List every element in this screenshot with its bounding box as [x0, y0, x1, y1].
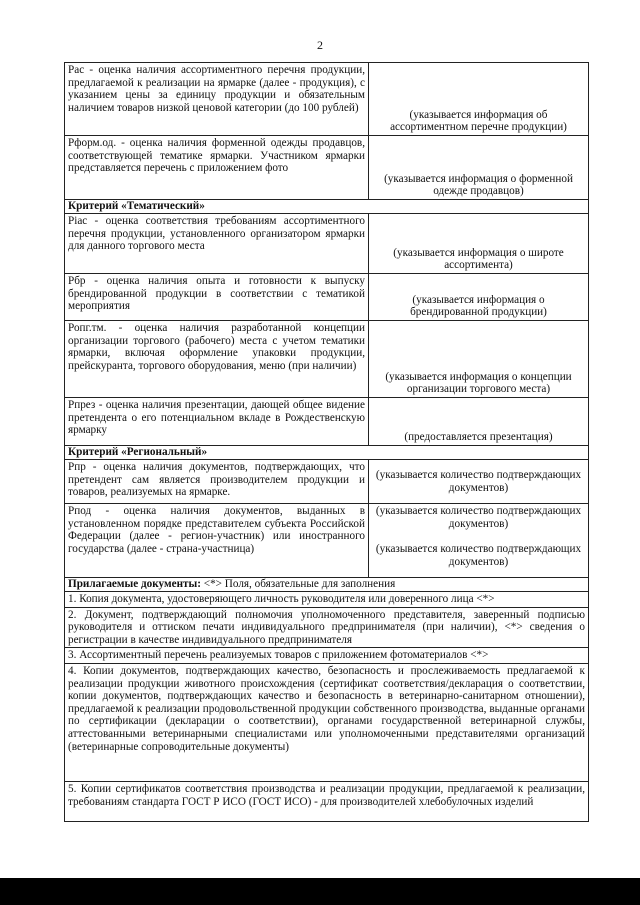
section-heading-regional: Критерий «Региональный»: [65, 446, 589, 460]
criterion-input-hint: (предоставляется презентация): [369, 398, 589, 446]
criterion-description: Pіас - оценка соответствия требованиям ассортиментного перечня продукции, установленного организатором ярмарки для данного торгового места: [65, 214, 369, 274]
criterion-input-hint: (указывается информация об ассортиментном перечне продукции): [369, 63, 589, 136]
criterion-input-hint: (указывается количество подтверждающих документов): [375, 505, 582, 530]
scan-bottom-edge: [0, 878, 640, 905]
criterion-description: Рпрез - оценка наличия презентации, дающей общее видение претендента о его потенциальном вкладе в Рождественскую ярмарку: [65, 398, 369, 446]
criterion-input-hint: (указывается информация о широте ассортимента): [369, 214, 589, 274]
section-row: [65, 200, 589, 214]
criterion-input-hint: (указывается информация о концепции организации торгового места): [369, 321, 589, 398]
attachment-row: [65, 781, 589, 821]
attachment-row: [65, 592, 589, 608]
attachment-item: 4. Копии документов, подтверждающих качество, безопасность и прослеживаемость предлагаемой к реализации продукции животного происхождения (сертификат соответствия/декларация о соответствии, копии документов, подтверждающих качество и безопасность в ветеринарно-санитарном отношении), предлагаемой к реализации продовольственной продукции собственного производства, выданные органами по сертификации (декларации о соответствии), органами государственной ветеринарной службы, аттестованными ветеринарными специалистами или уполномоченными представителями организаций (ветеринарные сопроводительные документы): [65, 663, 589, 781]
attachments-heading: [65, 578, 589, 592]
attachment-item: 2. Документ, подтверждающий полномочия уполномоченного представителя, заверенный подписью руководителя и оттиском печати индивидуального предпринимателя (при наличии), <*> сведения о регистрации в качестве индивидуального предпринимателя: [65, 607, 589, 648]
criterion-description: Рас - оценка наличия ассортиментного перечня продукции, предлагаемой к реализации на ярмарке (далее - продукция), с указанием цены за единицу продукции и обязательным наличием товаров низкой ценовой категории (до 100 рублей): [65, 63, 369, 136]
criterion-description: Рформ.од. - оценка наличия форменной одежды продавцов, соответствующей тематике ярмарки. Участником ярмарки представляется перечень с приложением фото: [65, 136, 369, 200]
attachment-item: 5. Копии сертификатов соответствия производства и реализации продукции, предлагаемой к реализации, требованиям стандарта ГОСТ Р ИСО (ГОСТ ИСО) - для производителей хлебобулочных изделий: [65, 781, 589, 821]
attachments-heading-note: <*> Поля, обязательные для заполнения: [200, 578, 396, 590]
table-row: [65, 460, 589, 504]
table-row: [65, 63, 589, 136]
criterion-description: Рбр - оценка наличия опыта и готовности к выпуску брендированной продукции в соответствии с тематикой мероприятия: [65, 274, 369, 321]
criterion-input-hint: (указывается информация о форменной одежде продавцов): [369, 136, 589, 200]
table-row: [65, 321, 589, 398]
criterion-description: Рпод - оценка наличия документов, выданных в установленном порядке представителем субъекта Российской Федерации (далее - регион-участник) или иностранного государства (далее - страна-участница): [65, 504, 369, 578]
criterion-input-hint: (указывается количество подтверждающих документов): [375, 543, 582, 568]
section-row: [65, 446, 589, 460]
attachment-row: [65, 648, 589, 664]
criterion-description: Рпр - оценка наличия документов, подтверждающих, что претендент сам является производителем продукции и товаров, реализуемых на ярмарке.: [65, 460, 369, 504]
attachment-item: 3. Ассортиментный перечень реализуемых товаров с приложением фотоматериалов <*>: [65, 648, 589, 664]
criterion-input-hint: (указывается информация о брендированной продукции): [369, 274, 589, 321]
attachment-item: 1. Копия документа, удостоверяющего личность руководителя или доверенного лица <*>: [65, 592, 589, 608]
section-heading-thematic: Критерий «Тематический»: [65, 200, 589, 214]
table-row: [65, 274, 589, 321]
criterion-input-hint: (указывается количество подтверждающих документов): [369, 460, 589, 504]
table-row: [65, 398, 589, 446]
attachments-heading-label: Прилагаемые документы:: [68, 578, 201, 590]
attachments-heading-row: [65, 578, 589, 592]
attachment-row: [65, 663, 589, 781]
page-number: 2: [317, 38, 323, 52]
criterion-input-hint-pair: [369, 504, 589, 578]
table-row: [65, 504, 589, 578]
criteria-table: [64, 62, 589, 822]
attachment-row: [65, 607, 589, 648]
table-row: [65, 214, 589, 274]
criterion-description: Ропг.тм. - оценка наличия разработанной концепции организации торгового (рабочего) места с учетом тематики ярмарки, включая оформление упаковки продукции, прейскуранта, торгового оборудования, меню (при наличии): [65, 321, 369, 398]
table-row: [65, 136, 589, 200]
